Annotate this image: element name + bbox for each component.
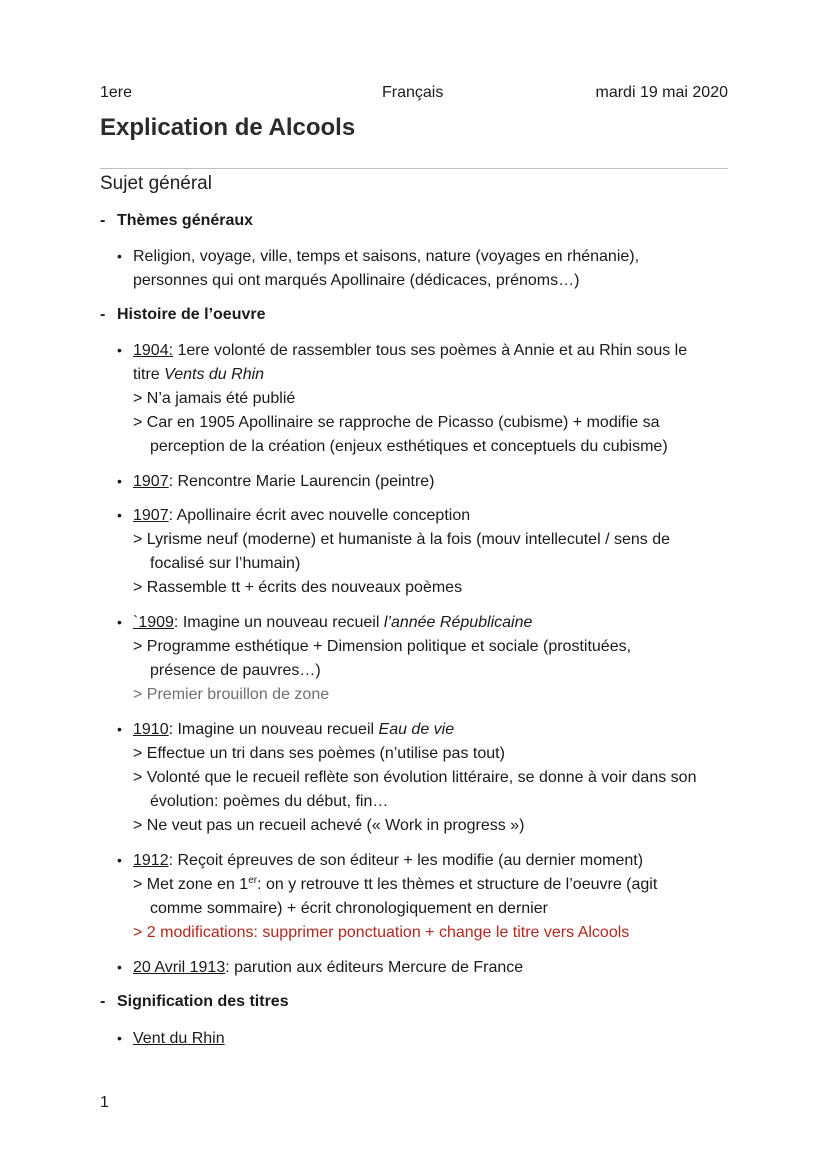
sub-point-red: > 2 modifications: supprimer ponctuation + change le titre vers Alcools: [133, 924, 630, 941]
list-item: 1907: Apollinaire écrit avec nouvelle conception: [133, 507, 471, 524]
date-link[interactable]: `1909: [133, 614, 174, 631]
date-link[interactable]: 1907: [133, 507, 169, 524]
list-item-line: personnes qui ont marqués Apollinaire (dédicaces, prénoms…): [133, 272, 580, 289]
sub-point-line: focalisé sur l’humain): [150, 555, 301, 572]
date-link[interactable]: 1907: [133, 473, 169, 490]
list-item: 1912: Reçoit épreuves de son éditeur + les modifie (au dernier moment): [133, 852, 644, 869]
list-item: `1909: Imagine un nouveau recueil l’année Républicaine: [133, 614, 533, 631]
sub-point-line: évolution: poèmes du début, fin…: [150, 793, 389, 810]
header-level: 1ere: [100, 84, 133, 101]
bullet-icon: •: [117, 473, 122, 489]
bullet-icon: •: [117, 721, 122, 737]
list-item: 20 Avril 1913: parution aux éditeurs Mercure de France: [133, 959, 524, 976]
sub-point: > Effectue un tri dans ses poèmes (n’utilise pas tout): [133, 745, 505, 762]
section-subtitle: Sujet général: [100, 173, 212, 194]
section-heading: - Thèmes généraux: [100, 212, 254, 229]
sub-point: > Volonté que le recueil reflète son évolution littéraire, se donne à voir dans son: [133, 769, 697, 786]
date-link[interactable]: 1912: [133, 852, 169, 869]
dash-icon: -: [100, 306, 106, 323]
sub-point: > Car en 1905 Apollinaire se rapproche de Picasso (cubisme) + modifie sa: [133, 414, 660, 431]
date-link[interactable]: 1910: [133, 721, 169, 738]
section-heading: - Histoire de l’oeuvre: [100, 306, 266, 323]
sub-point: > N’a jamais été publié: [133, 390, 296, 407]
list-item: [133, 1027, 225, 1051]
date-link[interactable]: 1904:: [133, 342, 174, 359]
list-item: 1904: 1ere volonté de rassembler tous ses poèmes à Annie et au Rhin sous le: [133, 342, 688, 359]
sub-point-line: comme sommaire) + écrit chronologiquement en dernier: [150, 900, 548, 917]
sub-point: > Lyrisme neuf (moderne) et humaniste à la fois (mouv intellecutel / sens de: [133, 531, 670, 548]
title-link[interactable]: Vent du Rhin: [133, 1030, 225, 1047]
date-link[interactable]: 20 Avril 1913: [133, 959, 226, 976]
sub-point-line: présence de pauvres…): [150, 662, 321, 679]
sub-point: > Met zone en 1er: on y retrouve tt les thèmes et structure de l’oeuvre (agit: [133, 875, 658, 893]
list-item: 1907: Rencontre Marie Laurencin (peintre): [133, 473, 435, 490]
page-number: 1: [100, 1094, 109, 1111]
header-subject: Français: [382, 84, 444, 101]
sub-point-grey: > Premier brouillon de zone: [133, 686, 330, 703]
list-item: 1910: Imagine un nouveau recueil Eau de vie: [133, 721, 455, 738]
sub-point: > Ne veut pas un recueil achevé (« Work in progress »): [133, 817, 525, 834]
sub-point: > Rassemble tt + écrits des nouveaux poèmes: [133, 579, 463, 596]
page-title: Explication de Alcools: [100, 114, 356, 141]
list-item-line: Religion, voyage, ville, temps et saisons, nature (voyages en rhénanie),: [133, 248, 640, 265]
sub-point-line: perception de la création (enjeux esthétiques et conceptuels du cubisme): [150, 438, 668, 455]
list-item-line: titre Vents du Rhin: [133, 366, 265, 383]
header-date: mardi 19 mai 2020: [595, 84, 728, 101]
sub-point: > Programme esthétique + Dimension politique et sociale (prostituées,: [133, 638, 632, 655]
bullet-icon: •: [117, 507, 122, 523]
bullet-icon: •: [117, 959, 122, 975]
bullet-icon: •: [117, 1030, 122, 1046]
bullet-icon: •: [117, 342, 122, 358]
section-heading: - Signification des titres: [100, 993, 289, 1010]
bullet-icon: •: [117, 248, 122, 264]
bullet-icon: •: [117, 852, 122, 868]
bullet-icon: •: [117, 614, 122, 630]
dash-icon: -: [100, 212, 106, 229]
dash-icon: -: [100, 993, 106, 1010]
divider: [100, 168, 728, 169]
